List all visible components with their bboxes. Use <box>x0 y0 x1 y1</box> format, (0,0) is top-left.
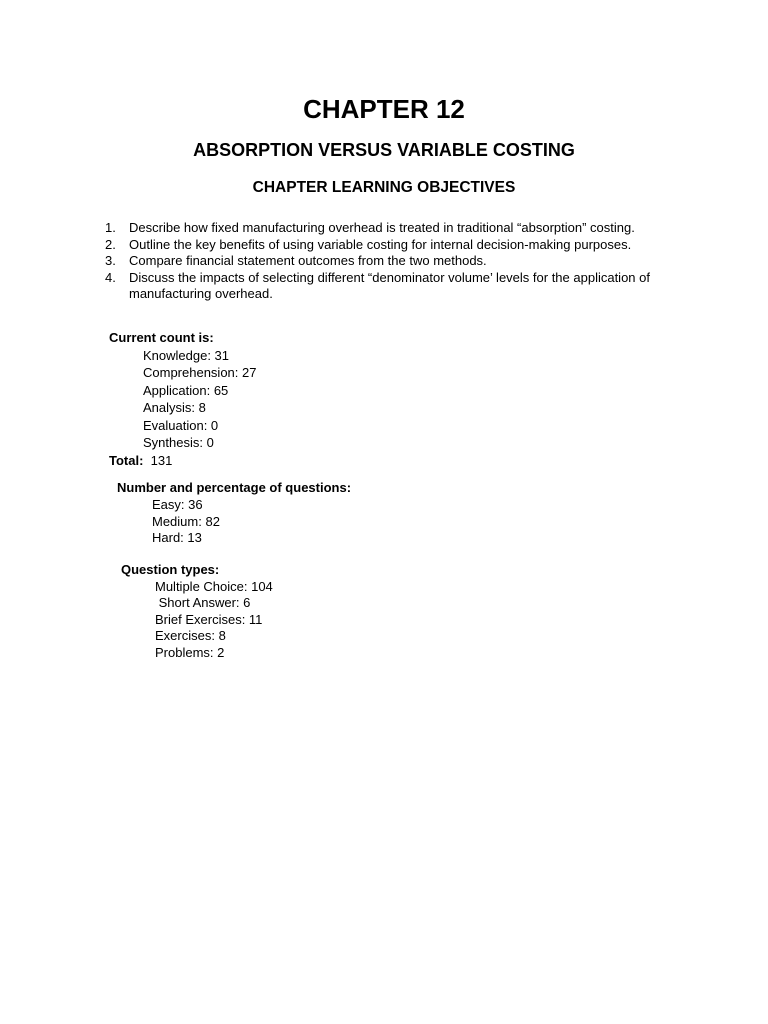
count-item-analysis: Analysis: 8 <box>143 400 206 415</box>
count-item-comprehension: Comprehension: 27 <box>143 365 257 380</box>
type-item-multiple-choice: Multiple Choice: 104 <box>155 578 273 594</box>
objective-number: 4. <box>105 269 116 285</box>
count-item-evaluation: Evaluation: 0 <box>143 417 219 433</box>
objectives-list <box>105 220 685 303</box>
chapter-subtitle: ABSORPTION VERSUS VARIABLE COSTING <box>193 140 575 160</box>
count-item-knowledge: Knowledge: 31 <box>143 347 230 363</box>
difficulty-item-hard: Hard: 13 <box>152 530 202 546</box>
objective-item <box>105 253 685 270</box>
objective-text: Describe how fixed manufacturing overhead is treated in traditional “absorption” costing. <box>129 220 635 235</box>
objective-text: Compare financial statement outcomes from the two methods. <box>129 253 487 268</box>
type-item-brief-exercises: Brief Exercises: 11 <box>155 611 263 627</box>
objective-item <box>105 270 685 303</box>
objective-number: 2. <box>105 236 116 252</box>
difficulty-item-easy: Easy: 36 <box>152 496 203 512</box>
count-item-synthesis: Synthesis: 0 <box>143 435 214 450</box>
count-total-row <box>109 452 256 470</box>
type-item-problems: Problems: 2 <box>155 644 225 660</box>
objective-text: Discuss the impacts of selecting different “denominator volume’ levels for the application of manufacturing overhead. <box>129 269 650 301</box>
objective-item <box>105 220 685 237</box>
objective-text: Outline the key benefits of using variable costing for internal decision-making purposes. <box>129 236 632 252</box>
objective-number: 1. <box>105 220 116 235</box>
difficulty-heading: Number and percentage of questions: <box>117 480 352 495</box>
question-types-heading: Question types: <box>121 562 220 577</box>
count-total-value: 131 <box>150 452 173 468</box>
objective-item <box>105 237 685 254</box>
difficulty-item-medium: Medium: 82 <box>152 513 220 529</box>
current-count-heading: Current count is: <box>109 330 214 345</box>
objectives-heading: CHAPTER LEARNING OBJECTIVES <box>252 179 516 196</box>
count-item-application: Application: 65 <box>143 382 229 398</box>
objective-number: 3. <box>105 253 116 268</box>
chapter-title: CHAPTER 12 <box>303 94 465 124</box>
type-item-exercises: Exercises: 8 <box>155 628 226 644</box>
type-item-short-answer: Short Answer: 6 <box>155 595 251 611</box>
current-count-section <box>109 329 256 469</box>
count-total-label: Total: <box>109 452 144 468</box>
difficulty-section <box>117 480 351 547</box>
question-types-section <box>121 562 273 662</box>
